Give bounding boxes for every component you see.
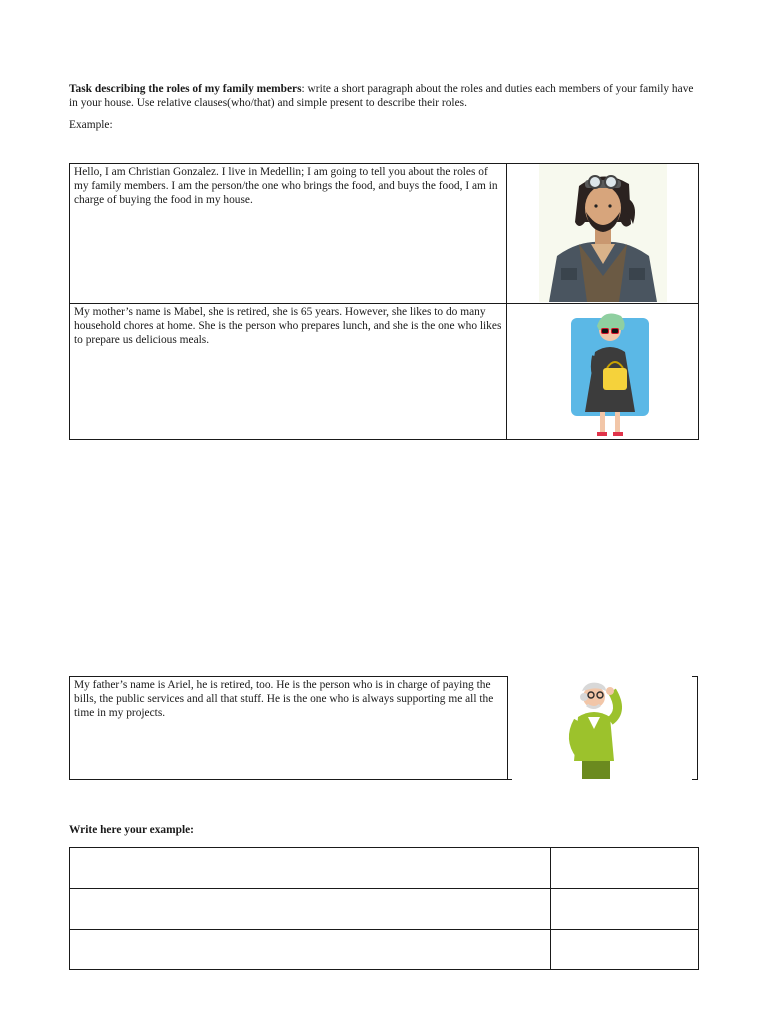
task-title: Task describing the roles of my family members (69, 83, 302, 95)
father-row-right-border (697, 676, 698, 780)
father-row-bottom-left-tick (508, 779, 512, 780)
answer-text-cell-3[interactable] (70, 930, 550, 969)
elderly-man-illustration (560, 677, 638, 779)
write-here-label: Write here your example: (69, 824, 194, 836)
example-table-top (69, 163, 699, 440)
task-instructions (69, 82, 694, 110)
elderly-woman-illustration (567, 304, 653, 440)
task-description: : write a short paragraph about the roles and duties each members of your family have in your house. Use relative clauses(who/that) and simple present to describe their roles. (69, 83, 694, 109)
answer-image-cell-2[interactable] (551, 889, 698, 929)
answer-table (69, 847, 699, 970)
young-man-illustration (539, 164, 667, 302)
example-label: Example: (69, 119, 113, 131)
father-row-top-tick (692, 676, 698, 677)
answer-text-cell-1[interactable] (70, 848, 550, 888)
example-text-son: Hello, I am Christian Gonzalez. I live in Medellin; I am going to tell you about the roles of my family members. I am the person/the one who brings the food, and buys the food, I am in charge of buying the food in my house. (74, 166, 498, 206)
example-text-father: My father’s name is Ariel, he is retired, too. He is the person who is in charge of paying the bills, the public services and all that stuff. He is the one who is always supporting me all the time in my projects. (74, 679, 494, 719)
answer-image-cell-1[interactable] (551, 848, 698, 888)
father-row-bottom-tick (692, 779, 698, 780)
answer-text-cell-2[interactable] (70, 889, 550, 929)
table-column-divider (506, 164, 507, 439)
example-table-father (69, 676, 508, 780)
answer-image-cell-3[interactable] (551, 930, 698, 969)
example-text-mother: My mother’s name is Mabel, she is retired, she is 65 years. However, she likes to do many household chores at home. She is the person who prepares lunch, and she is the one who likes to prepare us delicious meals. (74, 306, 502, 346)
